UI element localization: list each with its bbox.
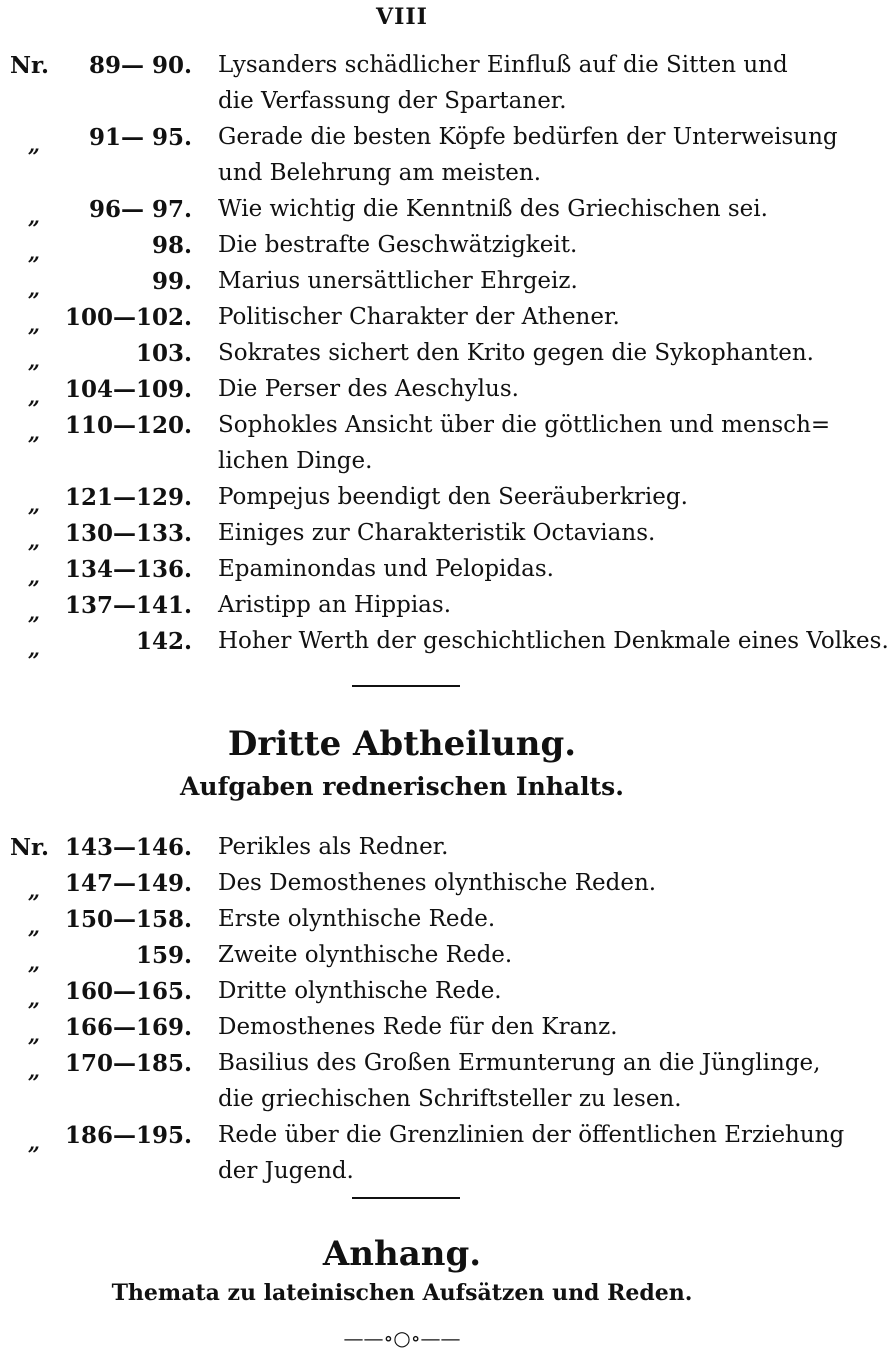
- entry-prefix: „: [28, 492, 41, 517]
- toc-entry: [0, 484, 804, 520]
- entry-prefix: „: [28, 528, 41, 553]
- entry-title-line: Lysanders schädlicher Einfluß auf die Sitten und: [218, 52, 788, 78]
- toc-entry: [0, 834, 804, 870]
- entry-title-line: Marius unersättlicher Ehrgeiz.: [218, 268, 578, 294]
- entry-title-line: Demosthenes Rede für den Kranz.: [218, 1014, 618, 1040]
- entry-title-line: Pompejus beendigt den Seeräuberkrieg.: [218, 484, 688, 510]
- entry-number: 186—195.: [64, 1122, 192, 1149]
- entry-title-line: und Belehrung am meisten.: [218, 160, 541, 186]
- entry-number: 110—120.: [64, 412, 192, 439]
- entry-title-line: Des Demosthenes olynthische Reden.: [218, 870, 657, 896]
- entry-prefix: Nr.: [10, 52, 50, 79]
- section3-title: Dritte Abtheilung.: [227, 724, 577, 764]
- entry-prefix: „: [28, 420, 41, 445]
- entry-title-line: Basilius des Großen Ermunterung an die Jünglinge,: [218, 1050, 821, 1076]
- entry-prefix: „: [28, 950, 41, 975]
- toc-entry: [0, 1014, 804, 1050]
- toc-entry: [0, 556, 804, 592]
- entry-prefix: „: [28, 564, 41, 589]
- toc-entry: [0, 304, 804, 340]
- section2-entry-list: [0, 52, 889, 664]
- entry-title-line: Perikles als Redner.: [218, 834, 449, 860]
- entry-title-line: Erste olynthische Rede.: [218, 906, 496, 932]
- entry-title-line: Sokrates sichert den Krito gegen die Sykophanten.: [218, 340, 814, 366]
- entry-number: 99.: [151, 268, 192, 295]
- entry-number: 100—102.: [64, 304, 192, 331]
- toc-entry: [0, 592, 804, 628]
- toc-entry: [0, 520, 804, 556]
- entry-number: 134—136.: [64, 556, 192, 583]
- section3-subtitle: Aufgaben rednerischen Inhalts.: [180, 772, 624, 801]
- entry-number: 150—158.: [64, 906, 192, 933]
- toc-entry: [0, 196, 804, 232]
- divider-rule: [352, 685, 460, 687]
- entry-title-line: Gerade die besten Köpfe bedürfen der Unterweisung: [218, 124, 838, 150]
- entry-number: 89— 90.: [88, 52, 192, 79]
- toc-entry: [0, 412, 831, 484]
- toc-entry: [0, 232, 804, 268]
- entry-number: 147—149.: [64, 870, 192, 897]
- entry-title-line: die Verfassung der Spartaner.: [218, 88, 567, 114]
- entry-prefix: „: [28, 276, 41, 301]
- entry-title-line: der Jugend.: [218, 1158, 354, 1184]
- toc-entry: [0, 1122, 845, 1194]
- entry-number: 96— 97.: [88, 196, 192, 223]
- toc-entry: [0, 376, 804, 412]
- appendix-subtitle: Themata zu lateinischen Aufsätzen und Reden.: [111, 1280, 693, 1306]
- toc-entry: [0, 978, 804, 1014]
- entry-title-line: Politischer Charakter der Athener.: [218, 304, 620, 330]
- entry-prefix: „: [28, 240, 41, 265]
- entry-prefix: „: [28, 878, 41, 903]
- appendix-title: Anhang.: [322, 1234, 482, 1274]
- entry-number: 137—141.: [64, 592, 192, 619]
- entry-title-line: Epaminondas und Pelopidas.: [218, 556, 554, 582]
- entry-title-line: Zweite olynthische Rede.: [218, 942, 513, 968]
- entry-title-line: Sophokles Ansicht über die göttlichen und mensch=: [218, 412, 831, 438]
- toc-entry: [0, 268, 804, 304]
- entry-prefix: „: [28, 986, 41, 1011]
- toc-entry: [0, 942, 804, 978]
- entry-number: 160—165.: [64, 978, 192, 1005]
- entry-title-line: Aristipp an Hippias.: [218, 592, 451, 618]
- entry-number: 170—185.: [64, 1050, 192, 1077]
- toc-entry: [0, 628, 889, 664]
- entry-title-line: lichen Dinge.: [218, 448, 373, 474]
- page-number: VIII: [376, 4, 428, 30]
- toc-entry: [0, 906, 804, 942]
- toc-entry: [0, 52, 804, 124]
- entry-number: 159.: [135, 942, 192, 969]
- section3-entry-list: [0, 834, 845, 1194]
- entry-title-line: Dritte olynthische Rede.: [218, 978, 502, 1004]
- entry-prefix: „: [28, 204, 41, 229]
- entry-number: 142.: [135, 628, 192, 655]
- entry-number: 104—109.: [64, 376, 192, 403]
- entry-prefix: „: [28, 384, 41, 409]
- entry-number: 98.: [151, 232, 192, 259]
- entry-prefix: „: [28, 914, 41, 939]
- entry-title-line: Wie wichtig die Kenntniß des Griechischen sei.: [218, 196, 768, 222]
- entry-title-line: Hoher Werth der geschichtlichen Denkmale eines Volkes.: [218, 628, 889, 654]
- entry-number: 121—129.: [64, 484, 192, 511]
- entry-title-line: Die Perser des Aeschylus.: [218, 376, 519, 402]
- entry-number: 91— 95.: [88, 124, 192, 151]
- toc-entry: [0, 340, 814, 376]
- entry-title-line: Einiges zur Charakteristik Octavians.: [218, 520, 656, 546]
- entry-title-line: die griechischen Schriftsteller zu lesen.: [218, 1086, 682, 1112]
- entry-title-line: Die bestrafte Geschwätzigkeit.: [218, 232, 578, 258]
- toc-entry: [0, 124, 838, 196]
- entry-number: 103.: [135, 340, 192, 367]
- entry-prefix: „: [28, 1058, 41, 1083]
- entry-prefix: „: [28, 1130, 41, 1155]
- entry-prefix: „: [28, 348, 41, 373]
- entry-prefix: „: [28, 636, 41, 661]
- entry-prefix: „: [28, 1022, 41, 1047]
- entry-prefix: Nr.: [10, 834, 50, 861]
- entry-prefix: „: [28, 132, 41, 157]
- toc-entry: [0, 870, 804, 906]
- ornament: ——∘○∘——: [343, 1326, 461, 1350]
- entry-title-line: Rede über die Grenzlinien der öffentlichen Erziehung: [218, 1122, 845, 1148]
- divider-rule: [352, 1197, 460, 1199]
- entry-prefix: „: [28, 600, 41, 625]
- toc-entry: [0, 1050, 821, 1122]
- entry-number: 166—169.: [64, 1014, 192, 1041]
- entry-number: 143—146.: [64, 834, 192, 861]
- entry-number: 130—133.: [64, 520, 192, 547]
- entry-prefix: „: [28, 312, 41, 337]
